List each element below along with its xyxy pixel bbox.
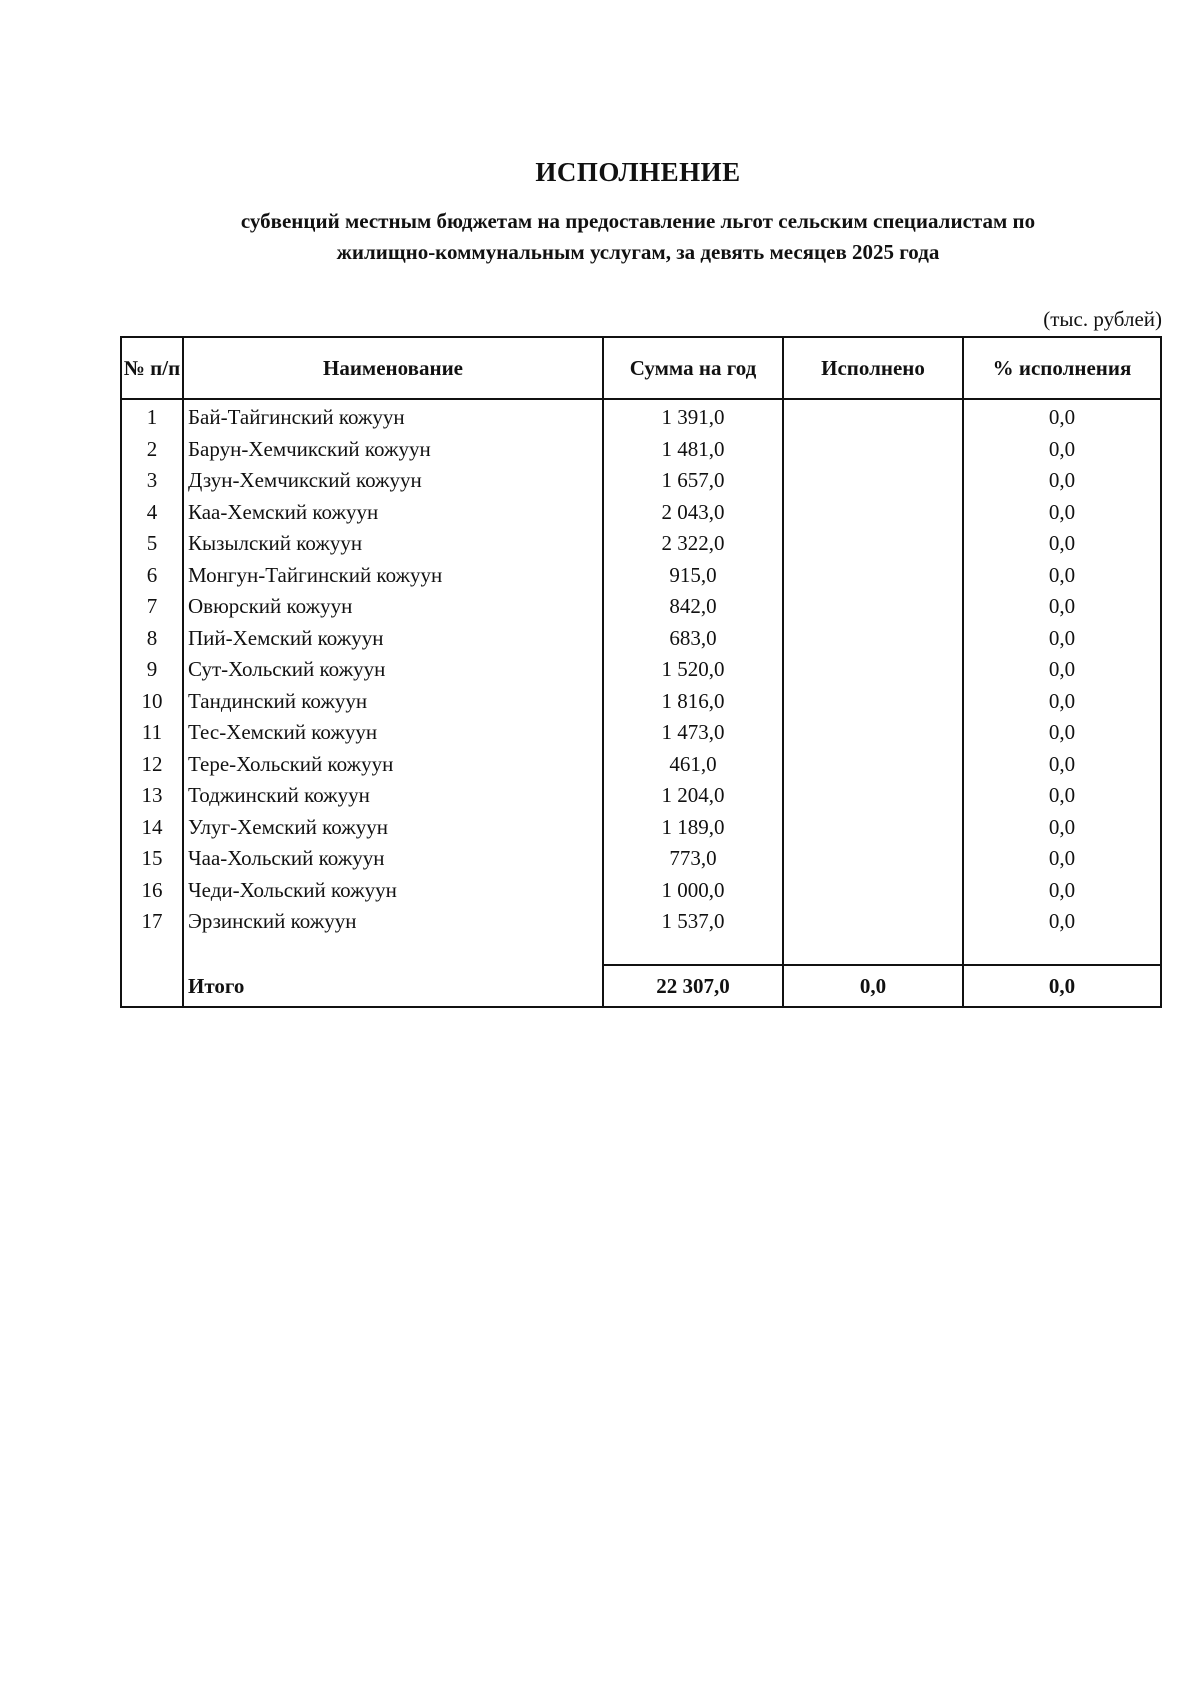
cell-num: 11	[121, 717, 183, 749]
header-done: Исполнено	[783, 337, 963, 399]
table-row	[121, 780, 1161, 812]
table-row	[121, 906, 1161, 938]
cell-done	[783, 906, 963, 938]
cell-pct: 0,0	[963, 654, 1161, 686]
table-row	[121, 686, 1161, 718]
cell-done	[783, 843, 963, 875]
cell-sum: 1 537,0	[603, 906, 783, 938]
total-cell-name: Итого	[183, 965, 603, 1007]
cell-name: Монгун-Тайгинский кожуун	[183, 560, 603, 592]
spacer-cell	[783, 938, 963, 965]
cell-pct: 0,0	[963, 465, 1161, 497]
cell-pct: 0,0	[963, 812, 1161, 844]
cell-sum: 1 473,0	[603, 717, 783, 749]
cell-sum: 1 000,0	[603, 875, 783, 907]
cell-num: 17	[121, 906, 183, 938]
cell-num: 6	[121, 560, 183, 592]
cell-done	[783, 654, 963, 686]
cell-done	[783, 875, 963, 907]
cell-num: 8	[121, 623, 183, 655]
cell-name: Тоджинский кожуун	[183, 780, 603, 812]
cell-num: 15	[121, 843, 183, 875]
cell-pct: 0,0	[963, 560, 1161, 592]
cell-sum: 915,0	[603, 560, 783, 592]
table-row	[121, 399, 1161, 434]
cell-sum: 842,0	[603, 591, 783, 623]
cell-num: 3	[121, 465, 183, 497]
subtitle-line-2: жилищно-коммунальным услугам, за девять месяцев 2025 года	[336, 240, 940, 264]
units-note: (тыс. рублей)	[1043, 307, 1162, 331]
table-row	[121, 623, 1161, 655]
cell-name: Улуг-Хемский кожуун	[183, 812, 603, 844]
cell-num: 7	[121, 591, 183, 623]
cell-name: Каа-Хемский кожуун	[183, 497, 603, 529]
cell-done	[783, 497, 963, 529]
cell-sum: 773,0	[603, 843, 783, 875]
cell-name: Чеди-Хольский кожуун	[183, 875, 603, 907]
total-cell-done: 0,0	[783, 965, 963, 1007]
table-row	[121, 654, 1161, 686]
cell-name: Сут-Хольский кожуун	[183, 654, 603, 686]
cell-done	[783, 812, 963, 844]
cell-sum: 1 189,0	[603, 812, 783, 844]
cell-name: Барун-Хемчикский кожуун	[183, 434, 603, 466]
table-row	[121, 749, 1161, 781]
cell-pct: 0,0	[963, 780, 1161, 812]
cell-done	[783, 623, 963, 655]
header-name: Наименование	[183, 337, 603, 399]
cell-name: Кызылский кожуун	[183, 528, 603, 560]
total-row	[121, 965, 1161, 1007]
spacer-cell	[121, 938, 183, 965]
spacer-cell	[603, 938, 783, 965]
cell-pct: 0,0	[963, 497, 1161, 529]
cell-sum: 461,0	[603, 749, 783, 781]
cell-name: Эрзинский кожуун	[183, 906, 603, 938]
cell-name: Тере-Хольский кожуун	[183, 749, 603, 781]
table-body	[121, 399, 1161, 1007]
header-sum: Сумма на год	[603, 337, 783, 399]
table-row	[121, 591, 1161, 623]
table-row	[121, 875, 1161, 907]
cell-num: 12	[121, 749, 183, 781]
cell-name: Тандинский кожуун	[183, 686, 603, 718]
budget-table	[120, 336, 1162, 1008]
cell-done	[783, 686, 963, 718]
cell-done	[783, 749, 963, 781]
cell-done	[783, 780, 963, 812]
cell-done	[783, 399, 963, 434]
cell-pct: 0,0	[963, 843, 1161, 875]
cell-name: Пий-Хемский кожуун	[183, 623, 603, 655]
cell-name: Дзун-Хемчикский кожуун	[183, 465, 603, 497]
header-num: № п/п	[121, 337, 183, 399]
cell-sum: 1 204,0	[603, 780, 783, 812]
table-row	[121, 717, 1161, 749]
header-pct: % исполнения	[963, 337, 1161, 399]
cell-done	[783, 560, 963, 592]
cell-pct: 0,0	[963, 875, 1161, 907]
cell-num: 4	[121, 497, 183, 529]
cell-sum: 1 481,0	[603, 434, 783, 466]
table-row	[121, 528, 1161, 560]
cell-name: Тес-Хемский кожуун	[183, 717, 603, 749]
total-cell-num	[121, 965, 183, 1007]
cell-name: Чаа-Хольский кожуун	[183, 843, 603, 875]
total-cell-pct: 0,0	[963, 965, 1161, 1007]
cell-sum: 1 657,0	[603, 465, 783, 497]
table-row	[121, 812, 1161, 844]
cell-num: 2	[121, 434, 183, 466]
spacer-cell	[963, 938, 1161, 965]
document-title: ИСПОЛНЕНИЕ	[535, 157, 741, 187]
cell-done	[783, 465, 963, 497]
spacer-cell	[183, 938, 603, 965]
cell-pct: 0,0	[963, 528, 1161, 560]
table-row	[121, 465, 1161, 497]
cell-sum: 683,0	[603, 623, 783, 655]
cell-done	[783, 591, 963, 623]
cell-sum: 2 043,0	[603, 497, 783, 529]
cell-num: 5	[121, 528, 183, 560]
cell-sum: 2 322,0	[603, 528, 783, 560]
document-subtitle	[0, 206, 1200, 268]
cell-name: Овюрский кожуун	[183, 591, 603, 623]
cell-num: 1	[121, 399, 183, 434]
cell-sum: 1 520,0	[603, 654, 783, 686]
cell-done	[783, 528, 963, 560]
cell-pct: 0,0	[963, 591, 1161, 623]
cell-done	[783, 717, 963, 749]
cell-pct: 0,0	[963, 434, 1161, 466]
table-row	[121, 843, 1161, 875]
table-row	[121, 560, 1161, 592]
cell-done	[783, 434, 963, 466]
subtitle-line-1: субвенций местным бюджетам на предоставление льгот сельским специалистам по	[240, 209, 1036, 233]
cell-num: 9	[121, 654, 183, 686]
cell-num: 14	[121, 812, 183, 844]
cell-sum: 1 391,0	[603, 399, 783, 434]
cell-pct: 0,0	[963, 623, 1161, 655]
cell-name: Бай-Тайгинский кожуун	[183, 399, 603, 434]
cell-pct: 0,0	[963, 686, 1161, 718]
total-cell-sum: 22 307,0	[603, 965, 783, 1007]
cell-pct: 0,0	[963, 749, 1161, 781]
spacer-row	[121, 938, 1161, 965]
cell-pct: 0,0	[963, 906, 1161, 938]
cell-num: 13	[121, 780, 183, 812]
cell-num: 10	[121, 686, 183, 718]
cell-sum: 1 816,0	[603, 686, 783, 718]
table-row	[121, 434, 1161, 466]
table-row	[121, 497, 1161, 529]
cell-pct: 0,0	[963, 399, 1161, 434]
cell-pct: 0,0	[963, 717, 1161, 749]
cell-num: 16	[121, 875, 183, 907]
table-header-row	[121, 337, 1161, 399]
